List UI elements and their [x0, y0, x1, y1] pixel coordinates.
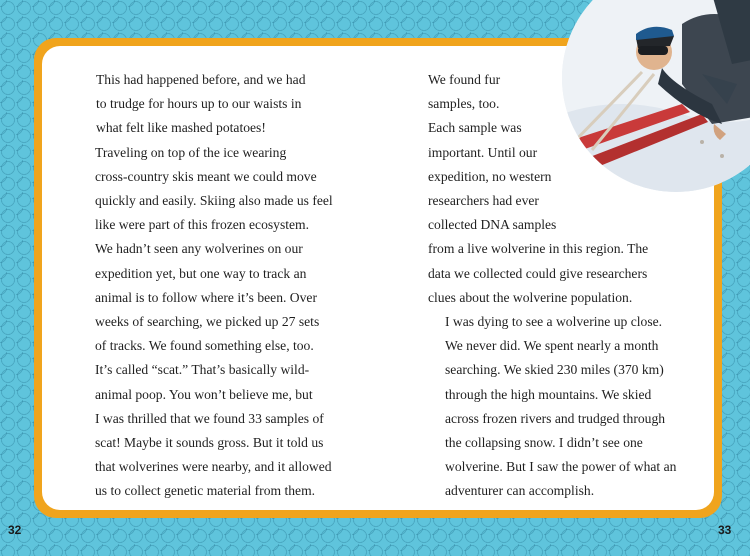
- paragraph: [78, 237, 350, 503]
- text-line: what felt like mashed potatoes!: [96, 120, 266, 136]
- text-line: wolverine. But I saw the power of what an: [445, 459, 677, 475]
- text-line: searching. We skied 230 miles (370 km): [445, 362, 664, 378]
- text-line: We hadn’t seen any wolverines on our: [95, 241, 303, 257]
- text-line: expedition yet, but one way to track an: [95, 265, 307, 281]
- text-line: It’s called “scat.” That’s basically wild-: [95, 362, 310, 378]
- text-line: cross-country skis meant we could move: [95, 168, 317, 184]
- paragraph: [78, 68, 350, 141]
- page-number-left: 32: [8, 523, 22, 537]
- text-line: researchers had ever: [428, 193, 539, 209]
- text-line: Each sample was: [428, 120, 522, 136]
- text-line: clues about the wolverine population.: [428, 289, 633, 305]
- paragraph: [428, 310, 728, 504]
- text-line: that wolverines were nearby, and it allowed: [95, 459, 332, 475]
- text-line: data we collected could give researchers: [428, 265, 648, 281]
- text-line: scat! Maybe it sounds gross. But it told us: [95, 435, 324, 451]
- paragraph: [78, 141, 350, 238]
- text-line: We found fur: [428, 72, 501, 87]
- text-line: I was dying to see a wolverine up close.: [445, 314, 663, 330]
- text-line: adventurer can accomplish.: [445, 483, 595, 499]
- right-column-text: [428, 68, 728, 504]
- text-line: important. Until our: [428, 144, 538, 160]
- text-line: samples, too.: [428, 96, 500, 112]
- text-line: the collapsing snow. I didn’t see one: [445, 435, 643, 451]
- text-line: weeks of searching, we picked up 27 sets: [95, 314, 320, 330]
- text-line: collected DNA samples: [428, 217, 557, 233]
- text-line: We never did. We spent nearly a month: [445, 338, 659, 354]
- text-line: like were part of this frozen ecosystem.: [95, 217, 310, 233]
- text-line: of tracks. We found something else, too.: [95, 338, 314, 354]
- text-line: expedition, no western: [428, 168, 552, 184]
- text-line: I was thrilled that we found 33 samples of: [95, 410, 324, 426]
- page-number-right: 33: [718, 523, 732, 537]
- text-line: Traveling on top of the ice wearing: [95, 144, 287, 160]
- text-line: from a live wolverine in this region. The: [428, 241, 649, 257]
- left-column-text: [78, 68, 350, 504]
- text-line: through the high mountains. We skied: [445, 386, 652, 402]
- text-line: This had happened before, and we had: [96, 72, 306, 87]
- text-line: us to collect genetic material from them.: [95, 483, 316, 499]
- paragraph: [428, 68, 728, 310]
- text-line: quickly and easily. Skiing also made us feel: [95, 193, 333, 209]
- text-line: animal is to follow where it’s been. Over: [95, 289, 317, 305]
- text-line: animal poop. You won’t believe me, but: [95, 386, 313, 402]
- text-line: to trudge for hours up to our waists in: [96, 96, 302, 112]
- text-line: across frozen rivers and trudged through: [445, 410, 666, 426]
